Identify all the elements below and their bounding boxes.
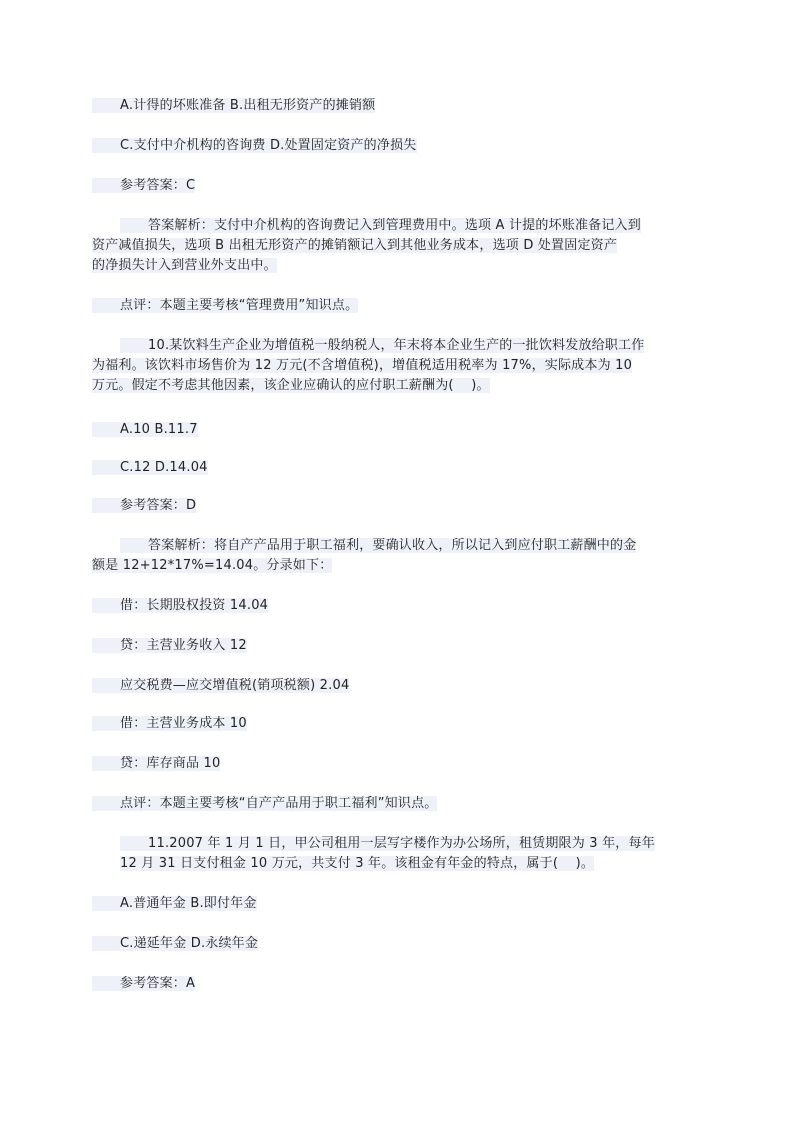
journal-entry-credit-3 [120,754,680,774]
option-text: C.12 D.14.04 [92,460,208,475]
entry-text: 应交税费—应交增值税(销项税额) 2.04 [92,678,349,693]
option-text: A.计得的坏账准备 B.出租无形资产的摊销额 [92,98,375,113]
journal-entry-credit-1 [120,636,680,656]
question-10 [92,336,680,396]
option-line-cd-q10 [120,458,680,478]
option-text: C.支付中介机构的咨询费 D.处置固定资产的净损失 [92,138,417,153]
reference-answer-q10 [120,496,680,516]
explanation-line: 的净损失计入到营业外支出中。 [92,258,277,273]
question-line: 为福利。该饮料市场售价为 12 万元(不含增值税)，增值税适用税率为 17%，实际成本为 10 [92,358,633,373]
option-line-ab-q10 [120,420,680,440]
comment-q10 [120,794,680,814]
option-line-cd-q11 [120,934,680,954]
answer-text: 参考答案：D [92,498,196,513]
option-line-cd-q9 [120,136,680,156]
journal-entry-credit-2 [120,676,680,696]
comment-q9 [120,296,680,316]
option-line-ab-q11 [120,894,680,914]
option-text: C.递延年金 D.永续年金 [92,936,258,951]
entry-text: 贷：主营业务收入 12 [92,638,247,653]
option-text: A.10 B.11.7 [92,422,198,437]
question-line: 万元。假定不考虑其他因素，该企业应确认的应付职工薪酬为( )。 [92,378,490,393]
explanation-line: 额是 12+12*17%=14.04。分录如下： [92,558,333,573]
answer-explanation-q10 [92,536,680,576]
entry-text: 贷：库存商品 10 [92,756,220,771]
explanation-line: 答案解析：支付中介机构的咨询费记入到管理费用中。选项 A 计提的坏账准备记入到 [120,218,641,233]
question-11 [120,834,680,874]
reference-answer-q11 [120,974,680,994]
explanation-line: 资产减值损失，选项 B 出租无形资产的摊销额记入到其他业务成本，选项 D 处置固定资产 [92,238,618,253]
entry-text: 借：主营业务成本 10 [92,716,247,731]
question-line: 11.2007 年 1 月 1 日，甲公司租用一层写字楼作为办公场所，租赁期限为 3 年，每年 [120,836,655,851]
comment-text: 点评：本题主要考核“管理费用”知识点。 [92,298,358,313]
option-text: A.普通年金 B.即付年金 [92,896,257,911]
question-line: 12 月 31 日支付租金 10 万元，共支付 3 年。该租金有年金的特点，属于( )。 [120,856,595,871]
option-line-ab-q9 [120,96,680,116]
answer-text: 参考答案：A [92,976,195,991]
answer-explanation-q9 [92,216,680,276]
comment-text: 点评：本题主要考核“自产产品用于职工福利”知识点。 [92,796,437,811]
reference-answer-q9 [120,176,680,196]
question-line: 10.某饮料生产企业为增值税一般纳税人，年末将本企业生产的一批饮料发放给职工作 [120,338,644,353]
entry-text: 借：长期股权投资 14.04 [92,598,268,613]
answer-text: 参考答案：C [92,178,195,193]
journal-entry-debit-2 [120,714,680,734]
explanation-line: 答案解析：将自产产品用于职工福利，要确认收入，所以记入到应付职工薪酬中的金 [120,538,636,553]
journal-entry-debit-1 [120,596,680,616]
